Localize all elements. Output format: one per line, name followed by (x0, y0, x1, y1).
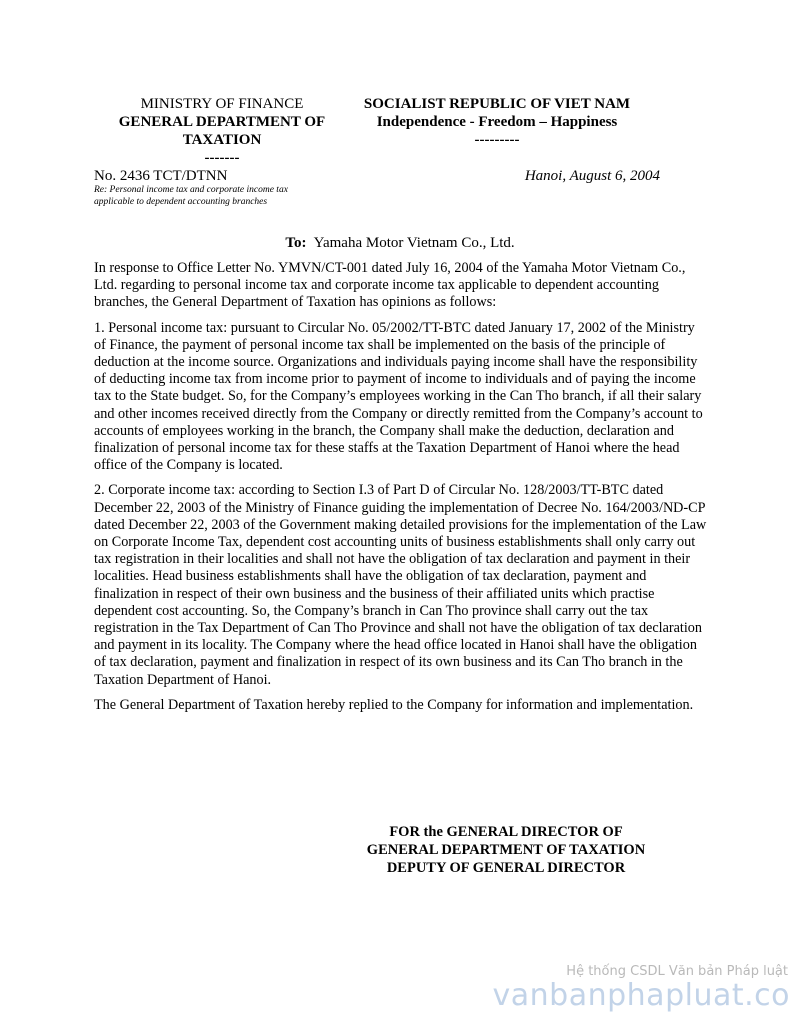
header-left-divider: ------- (204, 150, 240, 166)
signature-block (338, 823, 674, 877)
watermark-site-name: vanbanphapluat.co (492, 978, 790, 1013)
issue-date: Hanoi, August 6, 2004 (524, 168, 660, 184)
department-name-line2: TAXATION (182, 132, 262, 148)
body-paragraph-closing: The General Department of Taxation hereby replied to the Company for information and implementation. (94, 696, 694, 713)
subject-line-1: Re: Personal income tax and corporate income tax (94, 185, 288, 195)
subject-line-2: applicable to dependent accounting branches (94, 197, 268, 207)
body-paragraph-personal-income-tax: 1. Personal income tax: pursuant to Circular No. 05/2002/TT-BTC dated January 17, 2002 of the Ministry of Finance, the payment of personal income tax shall be implemented on the basis of the principle of deduction at the income source. Organizations and individuals paying income shall have the responsibility of deducting income tax from income prior to payment of income to individuals and of paying the income tax to the State budget. So, for the Company’s employees working in the Can Tho branch, if all their salary and other incomes received directly from the Company or directly remitted from the Company’s account to accounts of employees working in the branch, the Company shall make the deduction, declaration and finalization of personal income tax for these staffs at the Taxation Department of Hanoi where the head office of the Company is located. (94, 319, 703, 474)
department-name-line1: GENERAL DEPARTMENT OF (118, 114, 326, 130)
recipient-name: Yamaha Motor Vietnam Co., Ltd. (313, 235, 515, 251)
subject-line (94, 184, 344, 208)
body-paragraph-corporate-income-tax: 2. Corporate income tax: according to Section I.3 of Part D of Circular No. 128/2003/TT-BTC dated December 22, 2003 of the Ministry of Finance guiding the implementation of Decree No. 164/2003/ND-CP dated December 22, 2003 of the Government making detailed provisions for the implementation of the Law on Corporate Income Tax, dependent cost accounting units of business establishments shall only carry out tax registration in their localities and shall not have the obligation of tax declaration and payment in their localities. Head business establishments shall have the obligation of tax declaration, payment and finalization in respect of their own business and the business of their affiliated units which practise dependent cost accounting. So, the Company’s branch in Can Tho province shall carry out the tax registration in the Tax Department of Can Tho Province and shall not have the obligation of tax declaration and payment in its locality. The Company where the head office located in Hanoi shall have the obligation of tax declaration, payment and finalization in respect of its own business and its Can Tho branch in the Taxation Department of Hanoi. (94, 482, 707, 688)
country-name: SOCIALIST REPUBLIC OF VIET NAM (363, 96, 631, 112)
national-motto: Independence - Freedom – Happiness (376, 114, 618, 130)
signature-line-1: FOR the GENERAL DIRECTOR OF (389, 824, 623, 840)
recipient-line (0, 234, 800, 252)
letter-body (94, 260, 708, 722)
recipient-label: To: (285, 235, 307, 251)
signature-line-2: GENERAL DEPARTMENT OF TAXATION (366, 842, 646, 858)
watermark-caption: Hệ thống CSDL Văn bản Pháp luật (566, 964, 788, 979)
signature-line-3: DEPUTY OF GENERAL DIRECTOR (386, 860, 626, 876)
body-paragraph-intro: In response to Office Letter No. YMVN/CT-001 dated July 16, 2004 of the Yamaha Motor Vietnam Co., Ltd. regarding to personal income tax and corporate income tax applicable to dependent accounting branches, the General Department of Taxation has opinions as follows: (94, 260, 686, 311)
document-number: No. 2436 TCT/DTNN (94, 168, 228, 184)
issuing-authority-block (92, 95, 352, 167)
national-title-block (338, 95, 656, 149)
header-right-divider: --------- (474, 132, 520, 148)
ministry-name: MINISTRY OF FINANCE (140, 96, 304, 112)
